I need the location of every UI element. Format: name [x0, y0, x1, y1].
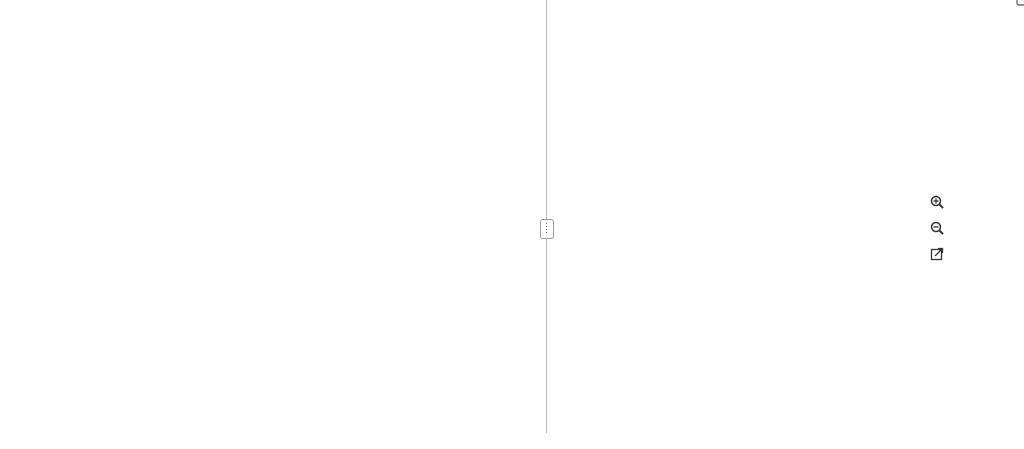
zoom-out-icon[interactable] — [930, 221, 944, 235]
popout-icon[interactable] — [930, 247, 944, 261]
expand-corner-icon[interactable] — [1016, 0, 1024, 7]
zoom-in-icon[interactable] — [930, 195, 944, 209]
